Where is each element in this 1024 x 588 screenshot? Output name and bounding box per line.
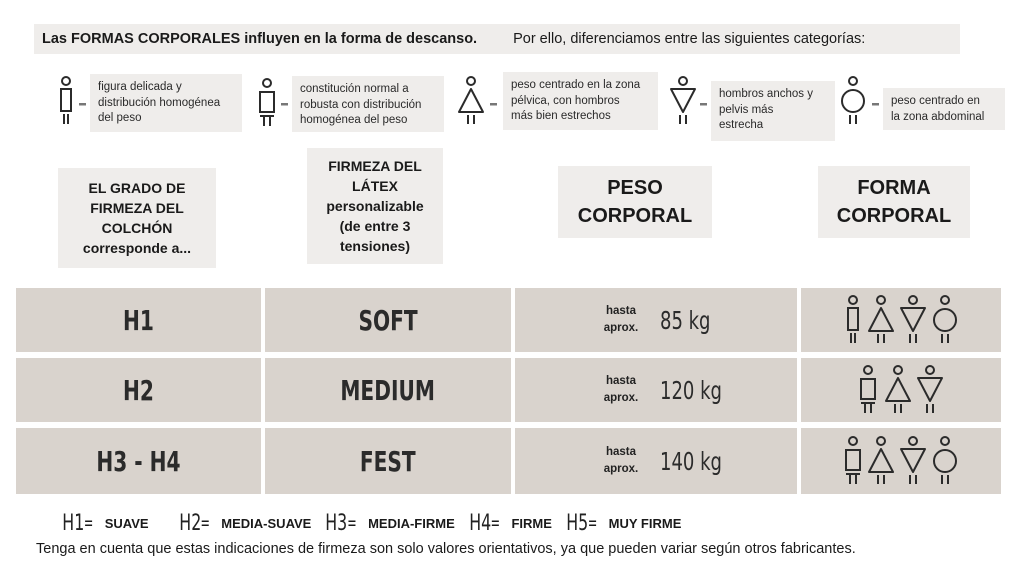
weight-cell — [515, 288, 797, 352]
header-grado — [58, 168, 216, 268]
intro-banner — [34, 24, 960, 54]
body-type-description — [711, 81, 835, 141]
firmness-label: MEDIUM — [340, 373, 436, 407]
header-line: (de entre 3 — [339, 218, 411, 234]
hasta-line: aprox. — [603, 322, 639, 334]
hasta-label — [599, 444, 643, 478]
circle-body-icon — [839, 76, 867, 126]
dash-icon — [281, 103, 289, 107]
header-line: tensiones) — [339, 238, 410, 254]
legend-code: H2 — [178, 510, 201, 536]
firmness-label: SOFT — [358, 303, 418, 337]
weight-value: 140 kg — [660, 446, 722, 476]
firmness-legend — [58, 510, 681, 536]
grade-cell — [16, 428, 261, 494]
desc-line: la zona abdominal — [891, 110, 985, 123]
desc-line: más bien estrechos — [511, 110, 611, 122]
hasta-line: aprox. — [603, 463, 639, 475]
grade-label: H2 — [123, 373, 154, 407]
grade-label: H3 - H4 — [96, 444, 181, 478]
square-body-icon — [843, 431, 863, 491]
body-type-description — [292, 76, 444, 132]
legend-word: MUY FIRME — [608, 515, 682, 531]
header-line: LÁTEX — [352, 178, 398, 194]
dash-icon — [490, 103, 498, 107]
desc-line: robusta con distribución — [300, 98, 422, 111]
hasta-label — [599, 303, 643, 337]
legend-eq: = — [347, 515, 357, 531]
triangle-body-icon — [457, 76, 485, 126]
inverted-triangle-body-icon — [899, 431, 927, 491]
inverted-triangle-body-icon — [899, 290, 927, 350]
legend-eq: = — [201, 515, 210, 531]
intro-rest-text: Por ello, diferenciamos entre las siguientes categorías: — [513, 31, 866, 47]
grade-cell — [16, 358, 261, 422]
header-line: CORPORAL — [577, 205, 693, 227]
header-line: COLCHÓN — [101, 220, 173, 236]
desc-line: distribución homogénea — [98, 96, 221, 109]
legend-word: MEDIA-FIRME — [368, 515, 455, 531]
legend-word: FIRME — [511, 515, 552, 531]
square-body-icon — [858, 360, 878, 420]
legend-eq: = — [491, 515, 500, 531]
firmness-label: FEST — [360, 444, 416, 478]
rectangle-body-icon — [843, 290, 863, 350]
dash-icon — [872, 103, 880, 107]
inverted-triangle-body-icon — [669, 76, 697, 126]
square-body-icon — [257, 78, 277, 128]
weight-cell — [515, 358, 797, 422]
desc-line: constitución normal a — [300, 83, 409, 95]
weight-value: 85 kg — [660, 305, 711, 335]
dash-icon — [79, 103, 87, 107]
firmness-cell — [265, 358, 511, 422]
footnote: Tenga en cuenta que estas indicaciones de firmeza son solo valores orientativos, ya que pueden variar según otros fabricantes. — [36, 541, 856, 557]
header-forma — [818, 166, 970, 238]
desc-line: estrecha — [719, 119, 764, 131]
legend-code: H3 — [325, 510, 348, 536]
legend-code: H1 — [62, 510, 85, 536]
header-line: FIRMEZA DEL — [90, 200, 184, 216]
desc-line: hombros anchos y — [719, 88, 813, 100]
grade-label: H1 — [123, 303, 154, 337]
desc-line: figura delicada y — [98, 81, 182, 93]
body-type-description — [503, 72, 658, 130]
firmness-cell — [265, 428, 511, 494]
shapes-cell — [801, 358, 1001, 422]
hasta-line: hasta — [605, 305, 637, 317]
legend-word: MEDIA-SUAVE — [221, 515, 312, 531]
header-line: CORPORAL — [836, 205, 952, 227]
desc-line: peso centrado en la zona — [511, 79, 641, 91]
weight-cell — [515, 428, 797, 494]
inverted-triangle-body-icon — [916, 360, 944, 420]
hasta-line: hasta — [605, 375, 637, 387]
hasta-line: aprox. — [603, 392, 639, 404]
hasta-line: hasta — [605, 446, 637, 458]
intro-bold-text: Las FORMAS CORPORALES influyen en la forma de descanso. — [42, 31, 478, 47]
header-line: FIRMEZA DEL — [328, 158, 422, 174]
header-line: corresponde a... — [82, 240, 192, 256]
header-line: EL GRADO DE — [88, 180, 186, 196]
shapes-cell — [801, 288, 1001, 352]
desc-line: homogénea del peso — [300, 114, 408, 126]
desc-line: peso centrado en — [891, 95, 980, 107]
circle-body-icon — [931, 431, 959, 491]
desc-line: pélvica, con hombros — [511, 94, 620, 107]
legend-eq: = — [588, 515, 597, 531]
dash-icon — [700, 103, 708, 107]
weight-value: 120 kg — [660, 375, 722, 405]
header-line: PESO — [607, 177, 663, 199]
body-type-description — [883, 88, 1005, 130]
header-latex — [307, 148, 443, 264]
desc-line: pelvis más — [719, 103, 774, 116]
rectangle-body-icon — [56, 76, 76, 126]
desc-line: del peso — [98, 112, 142, 124]
grade-cell — [16, 288, 261, 352]
shapes-cell — [801, 428, 1001, 494]
triangle-body-icon — [884, 360, 912, 420]
header-line: FORMA — [857, 177, 931, 199]
legend-word: SUAVE — [104, 515, 149, 531]
hasta-label — [599, 373, 643, 407]
header-peso — [558, 166, 712, 238]
body-type-description — [90, 74, 242, 132]
triangle-body-icon — [867, 290, 895, 350]
legend-code: H5 — [566, 510, 589, 536]
legend-eq: = — [84, 515, 93, 531]
header-line: personalizable — [326, 198, 424, 214]
triangle-body-icon — [867, 431, 895, 491]
legend-code: H4 — [469, 510, 492, 536]
circle-body-icon — [931, 290, 959, 350]
firmness-cell — [265, 288, 511, 352]
